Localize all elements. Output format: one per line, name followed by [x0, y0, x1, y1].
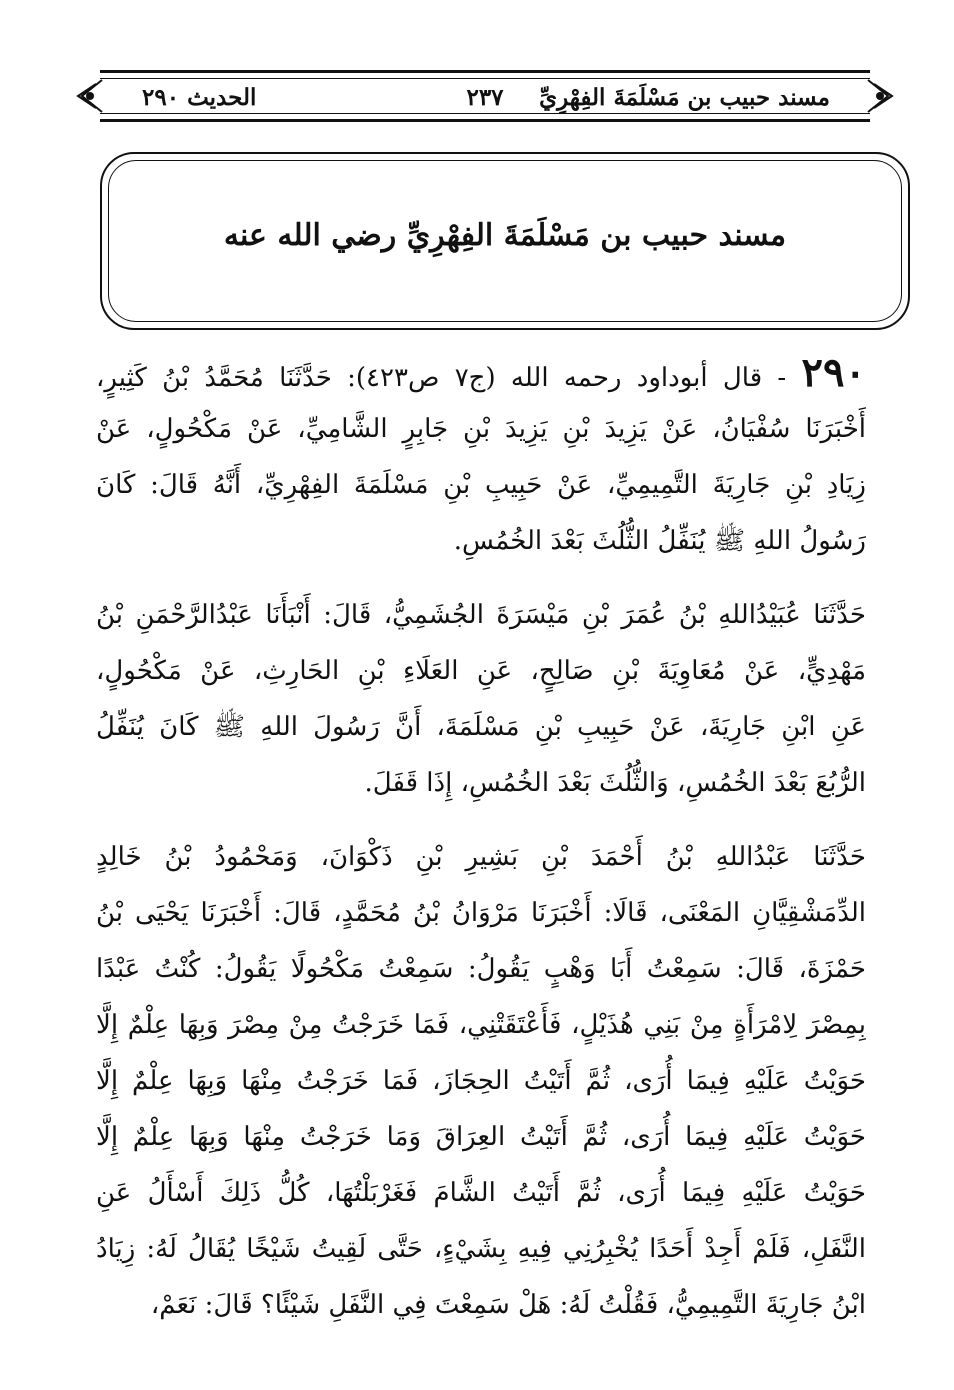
hadith-text — [96, 345, 866, 1351]
text-line: ابْنُ جَارِيَةَ التَّمِيمِيُّ، فَقُلْتُ لَهُ: هَلْ سَمِعْتَ فِي النَّفَلِ شَيْئًا؟ قَالَ: نَعَمْ، — [150, 1290, 866, 1320]
running-header — [100, 70, 870, 122]
text-line: الدِّمَشْقِيَّانِ المَعْنَى، قَالَا: أَخْبَرَنَا مَرْوَانُ بْنُ مُحَمَّدٍ، قَالَ: أَخْبَرَنَا يَحْيَى بْنُ — [96, 898, 866, 928]
text-line: مَهْدِيٍّ، عَنْ مُعَاوِيَةَ بْنِ صَالِحٍ، عَنِ العَلَاءِ بْنِ الحَارِثِ، عَنْ مَكْحُولٍ، — [96, 656, 866, 686]
text-line: حَدَّثَنَا عَبْدُاللهِ بْنُ أَحْمَدَ بْنِ بَشِيرِ بْنِ ذَكْوَانَ، وَمَحْمُودُ بْنُ خَالِدٍ — [96, 842, 866, 872]
paragraph — [96, 829, 866, 1333]
paragraph — [96, 587, 866, 811]
text-line-content: - قال أبوداود رحمه الله (ج٧ ص٤٢٣): حَدَّثَنَا مُحَمَّدُ بْنُ كَثِيرٍ، — [96, 363, 787, 393]
paragraph — [96, 345, 866, 569]
text-line — [96, 345, 866, 401]
text-line: رَسُولُ اللهِ ﷺ يُنَفِّلُ الثُّلُثَ بَعْدَ الخُمُسِ. — [453, 526, 866, 556]
text-line: الرُّبُعَ بَعْدَ الخُمُسِ، وَالثُّلُثَ بَعْدَ الخُمُسِ، إِذَا قَفَلَ. — [364, 768, 866, 798]
text-line: عَنِ ابْنِ جَارِيَةَ، عَنْ حَبِيبِ بْنِ مَسْلَمَةَ، أَنَّ رَسُولَ اللهِ ﷺ كَانَ يُنَفِّلُ — [96, 712, 866, 742]
page-number: ٢٣٧ — [466, 84, 504, 111]
text-line: حَوَيْتُ عَلَيْهِ فِيمَا أُرَى، ثُمَّ أَتَيْتُ العِرَاقَ وَمَا خَرَجْتُ مِنْهَا وَبِهَا عِلْمٌ إِلَّا — [96, 1122, 866, 1152]
text-line: أَخْبَرَنَا سُفْيَانُ، عَنْ يَزِيدَ بْنِ يَزِيدَ بْنِ جَابِرٍ الشَّامِيِّ، عَنْ مَكْحُولٍ، عَنْ — [96, 414, 866, 444]
text-line: حَوَيْتُ عَلَيْهِ فِيمَا أُرَى، ثُمَّ أَتَيْتُ الحِجَازَ، فَمَا خَرَجْتُ مِنْهَا وَبِهَا عِلْمٌ إِلَّا — [96, 1066, 866, 1096]
section-title: مسند حبيب بن مَسْلَمَةَ الفِهْرِيِّ رضي الله عنه — [223, 218, 787, 253]
hadith-number: ٢٩٠ — [801, 349, 866, 396]
text-line: زِيَادِ بْنِ جَارِيَةَ التَّمِيمِيِّ، عَنْ حَبِيبِ بْنِ مَسْلَمَةَ الفِهْرِيِّ، أَنَّهُ قَالَ: كَانَ — [96, 470, 866, 500]
text-line: حَمْزَةَ، قَالَ: سَمِعْتُ أَبَا وَهْبٍ يَقُولُ: سَمِعْتُ مَكْحُولًا يَقُولُ: كُنْتُ عَبْدًا — [96, 954, 866, 984]
text-line: النَّفَلِ، فَلَمْ أَجِدْ أَحَدًا يُخْبِرُنِي فِيهِ بِشَيْءٍ، حَتَّى لَقِيتُ شَيْخًا يُقَالُ لَهُ: زِيَادُ — [96, 1234, 866, 1264]
text-line: بِمِصْرَ لِامْرَأَةٍ مِنْ بَنِي هُذَيْلٍ، فَأَعْتَقَتْنِي، فَمَا خَرَجْتُ مِنْ مِصْرَ وَبِهَا عِلْمٌ إِلَّا — [96, 1010, 866, 1040]
header-title: مسند حبيب بن مَسْلَمَةَ الفِهْرِيِّ — [539, 84, 830, 111]
section-title-box — [100, 152, 910, 330]
text-line: حَدَّثَنَا عُبَيْدُاللهِ بْنُ عُمَرَ بْنِ مَيْسَرَةَ الجُشَمِيُّ، قَالَ: أَنْبَأَنَا عَبْدُالرَّحْمَنِ بْنُ — [96, 600, 866, 630]
text-line: حَوَيْتُ عَلَيْهِ فِيمَا أُرَى، ثُمَّ أَتَيْتُ الشَّامَ فَغَرْبَلْتُهَا، كُلُّ ذَلِكَ أَسْأَلُ عَنِ — [96, 1178, 866, 1208]
header-hadith-label: الحديث ٢٩٠ — [142, 84, 257, 111]
